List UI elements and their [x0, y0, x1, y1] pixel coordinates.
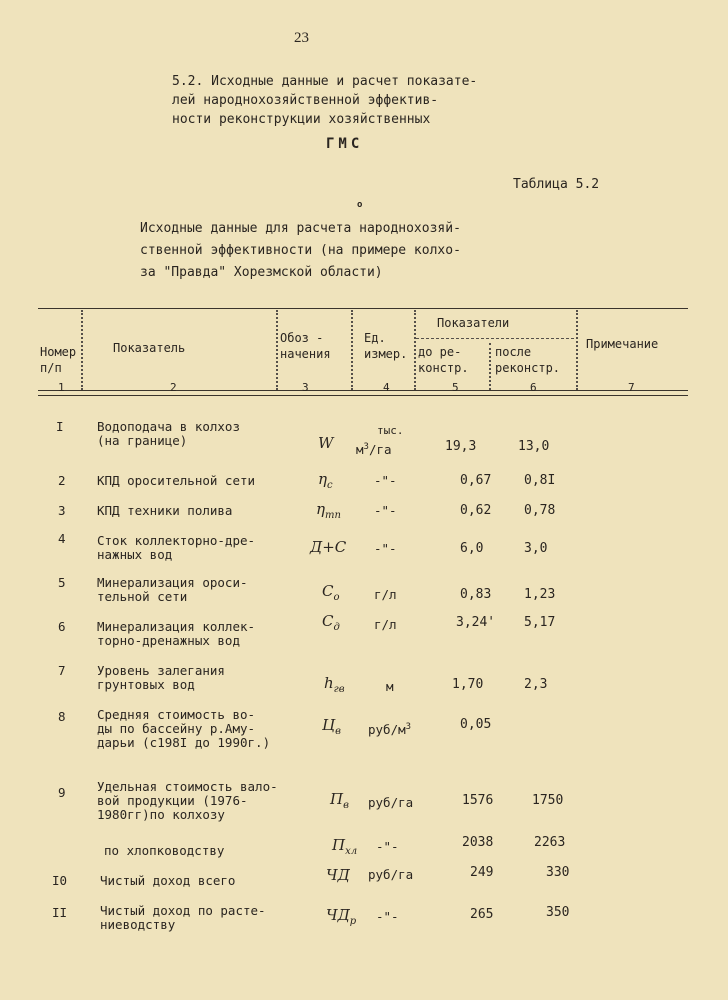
col-number: 3 [302, 381, 309, 394]
table-row-symbol: $ЧД_р$ [326, 906, 357, 927]
table-row-after: 5,17 [524, 615, 556, 630]
table-row-num: 3 [58, 503, 66, 518]
table-row-before: 1,70 [452, 677, 484, 692]
table-label: Таблица 5.2 [513, 177, 600, 192]
heading-line-3: ности реконструкции хозяйственных [172, 112, 431, 127]
header-number: Номер п/п [40, 345, 77, 375]
table-row-num: I0 [52, 873, 68, 888]
table-row-unit-prefix: тыс. [377, 424, 404, 437]
table-row-after: 1750 [532, 793, 564, 808]
col-separator [351, 310, 353, 390]
col-separator [489, 343, 491, 390]
header-indicators-group: Показатели [437, 316, 510, 330]
caption-line-1: Исходные данные для расчета народнохозяй- [140, 221, 461, 236]
table-row-num: I [56, 419, 64, 434]
col-number: 7 [628, 381, 635, 394]
table-row-name: Водоподача в колхоз (на границе) [97, 419, 240, 448]
header-before: до ре- констр. [418, 345, 469, 375]
table-row-after: 0,8I [524, 473, 556, 488]
table-row-unit: г/л [374, 617, 397, 632]
table-caption [140, 218, 461, 284]
col-separator [414, 310, 416, 390]
table-row-unit: -"- [374, 503, 397, 518]
table-row-name: Чистый доход по расте- ниеводству [100, 903, 266, 932]
table-row-after: 3,0 [524, 541, 548, 556]
table-top-rule [38, 308, 688, 309]
col-number: 1 [58, 381, 65, 394]
table-header-rule-2 [38, 395, 688, 396]
table-row-after: 13,0 [518, 439, 550, 454]
table-row-num: 9 [58, 785, 66, 800]
header-note: Примечание [586, 337, 659, 351]
table-row-name: Минерализация ороси- тельной сети [97, 575, 248, 604]
col-number: 2 [170, 381, 177, 394]
table-row-num: 8 [58, 709, 66, 724]
table-row-after: 1,23 [524, 587, 556, 602]
table-row-before: 1576 [462, 793, 494, 808]
header-indicator: Показатель [113, 341, 186, 355]
table-row-name: Чистый доход всего [100, 873, 236, 888]
table-row-symbol: ЧД [326, 866, 350, 884]
table-row-symbol: $\eta_c$ [318, 470, 333, 491]
table-row-symbol: $П_в$ [330, 790, 349, 811]
table-row-name: Средняя стоимость во- ды по бассейну р.Аму- дарьи (с198I до 1990г.) [97, 707, 271, 750]
table-row-before: 0,67 [460, 473, 492, 488]
header-unit: Ед. измер. [364, 331, 408, 361]
table-row-symbol: Д+С [310, 538, 347, 556]
table-row-before: 19,3 [445, 439, 477, 454]
table-row-after: 2,3 [524, 677, 548, 692]
table-row-name: по хлопководству [104, 843, 225, 858]
caption-line-3: за "Правда" Хорезмской области) [140, 265, 383, 280]
table-row-name: Минерализация коллек- торно-дренажных вод [97, 619, 256, 648]
table-row-name: Уровень залегания грунтовых вод [97, 663, 225, 692]
table-row-after: 350 [546, 905, 570, 920]
table-row-before: 0,62 [460, 503, 492, 518]
table-row-after: 2263 [534, 835, 566, 850]
col-separator [576, 310, 578, 390]
table-row-name: КПД техники полива [97, 503, 233, 518]
table-row-num: II [52, 905, 68, 920]
table-row-name: Сток коллекторно-дре- нажных вод [97, 533, 256, 562]
table-row-num: 2 [58, 473, 66, 488]
heading-line-2: лей народнохозяйственной эффектив- [172, 93, 439, 108]
heading-line-1: 5.2. Исходные данные и расчет показате- [172, 74, 478, 89]
table-row-unit: $м^3/га$ [356, 442, 392, 458]
header-designation: Обоз - начения [280, 331, 331, 361]
table-row-unit: м [386, 679, 394, 694]
table-row-num: 5 [58, 575, 66, 590]
table-row-unit: -"- [376, 839, 399, 854]
col-separator [276, 310, 278, 390]
table-row-unit: руб/га [368, 867, 414, 882]
table-header-rule-1 [38, 390, 688, 391]
table-row-symbol: $C_д$ [322, 612, 340, 633]
table-row-unit: -"- [374, 541, 397, 556]
table-row-before: 0,83 [460, 587, 492, 602]
table-row-after: 330 [546, 865, 570, 880]
page-number: 23 [294, 30, 309, 46]
table-row-before: 2038 [462, 835, 494, 850]
col-number: 6 [530, 381, 537, 394]
table-row-name: Удельная стоимость вало- вой продукции (1976- 1980гг)по колхозу [97, 779, 278, 822]
table-row-symbol: $h_{гв}$ [324, 674, 345, 695]
table-row-before: 0,05 [460, 717, 492, 732]
table-row-symbol: $\eta_{тп}$ [316, 500, 341, 521]
table-row-num: 6 [58, 619, 66, 634]
table-row-unit: руб/га [368, 795, 414, 810]
table-row-num: 7 [58, 663, 66, 678]
section-heading [172, 72, 477, 129]
table-row-num: 4 [58, 531, 66, 546]
table-row-before: 6,0 [460, 541, 484, 556]
table-row-before: 3,24' [456, 615, 496, 630]
table-row-symbol: $C_о$ [322, 582, 340, 603]
table-row-unit: -"- [374, 473, 397, 488]
table-row-symbol: W [318, 434, 334, 452]
header-after: после реконстр. [495, 345, 561, 375]
table-row-symbol: $Ц_в$ [322, 716, 341, 737]
table-row-unit: руб/$м^3$ [368, 722, 412, 738]
table-row-symbol: $П_{хл}$ [332, 836, 358, 857]
group-underline [416, 338, 574, 339]
col-separator [81, 310, 83, 390]
table-row-before: 265 [470, 907, 494, 922]
table-row-unit: -"- [376, 909, 399, 924]
col-number: 5 [452, 381, 459, 394]
heading-gms: ГМС [326, 136, 364, 152]
circle-mark: o [357, 200, 363, 210]
col-number: 4 [383, 381, 390, 394]
caption-line-2: ственной эффективности (на примере колхо- [140, 243, 461, 258]
table-row-before: 249 [470, 865, 494, 880]
table-row-name: КПД оросительной сети [97, 473, 256, 488]
table-row-unit: г/л [374, 587, 397, 602]
table-row-after: 0,78 [524, 503, 556, 518]
